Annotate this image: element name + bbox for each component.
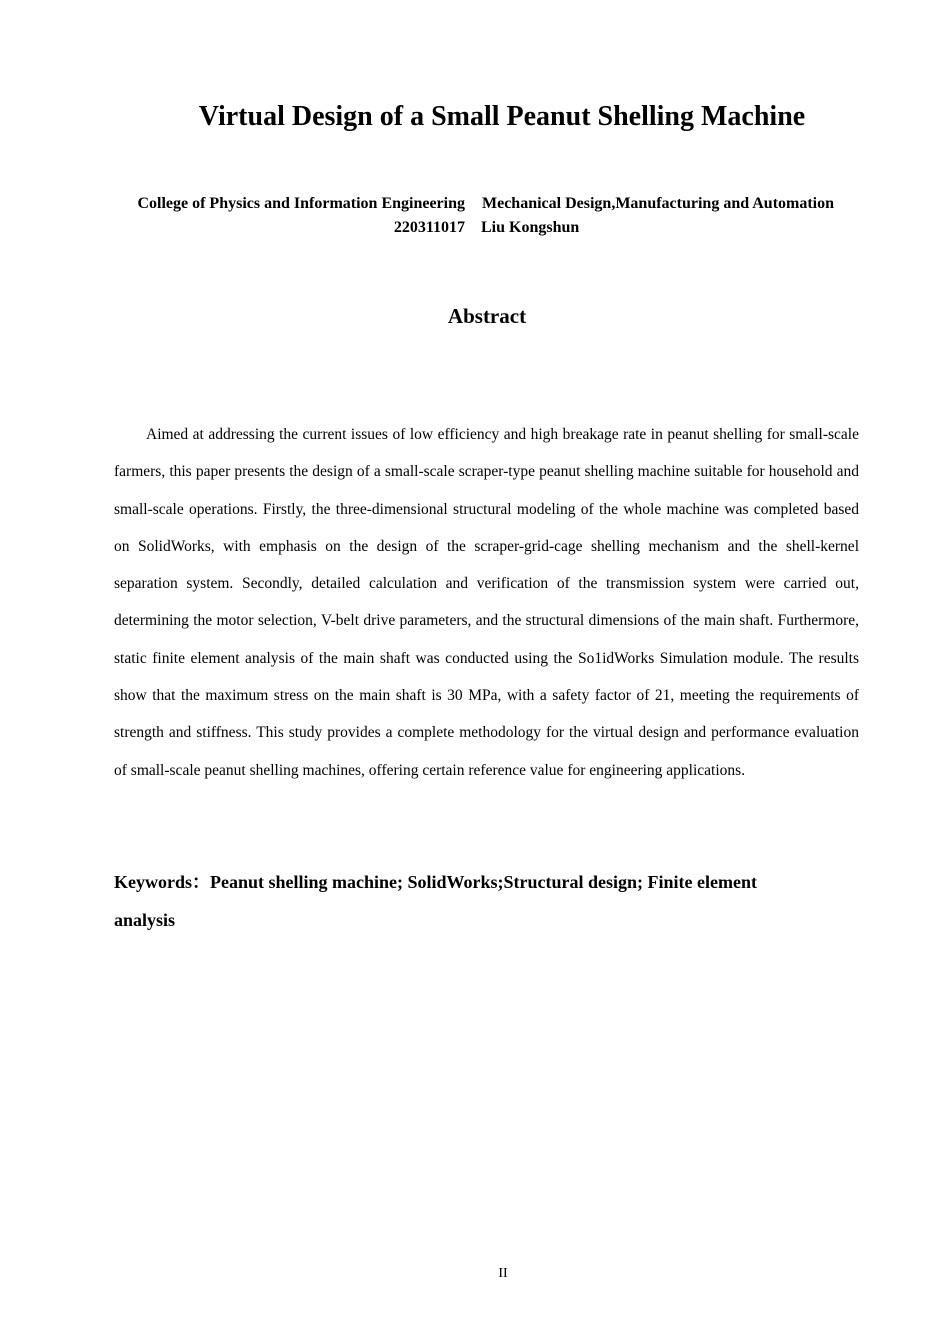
keywords-label: Keywords： bbox=[114, 872, 210, 892]
keywords-paragraph bbox=[114, 863, 814, 939]
college-name: College of Physics and Information Engineering bbox=[137, 195, 465, 212]
document-title: Virtual Design of a Small Peanut Shelling Machine bbox=[198, 101, 806, 132]
keywords-text: Peanut shelling machine; SolidWorks;Structural design; Finite element analysis bbox=[114, 872, 757, 930]
student-id: 220311017 bbox=[393, 219, 465, 236]
major-name: Mechanical Design,Manufacturing and Automation bbox=[482, 195, 835, 212]
abstract-heading: Abstract bbox=[447, 304, 527, 328]
author-name: Liu Kongshun bbox=[481, 219, 580, 236]
abstract-body: Aimed at addressing the current issues of low efficiency and high breakage rate in peanut shelling for small-scale farmers, this paper presents the design of a small-scale scraper-type peanut shelling machine suitable for household and small-scale operations. Firstly, the three-dimensional structural modeling of the whole machine was completed based on SolidWorks, with emphasis on the design of the scraper-grid-cage shelling mechanism and the shell-kernel separation system. Secondly, detailed calculation and verification of the transmission system were carried out, determining the motor selection, V-belt drive parameters, and the structural dimensions of the main shaft. Furthermore, static finite element analysis of the main shaft was conducted using the So1idWorks Simulation module. The results show that the maximum stress on the main shaft is 30 MPa, with a safety factor of 21, meeting the requirements of strength and stiffness. This study provides a complete methodology for the virtual design and performance evaluation of small-scale peanut shelling machines, offering certain reference value for engineering applications. bbox=[114, 426, 859, 779]
page-number: II bbox=[498, 1266, 508, 1281]
